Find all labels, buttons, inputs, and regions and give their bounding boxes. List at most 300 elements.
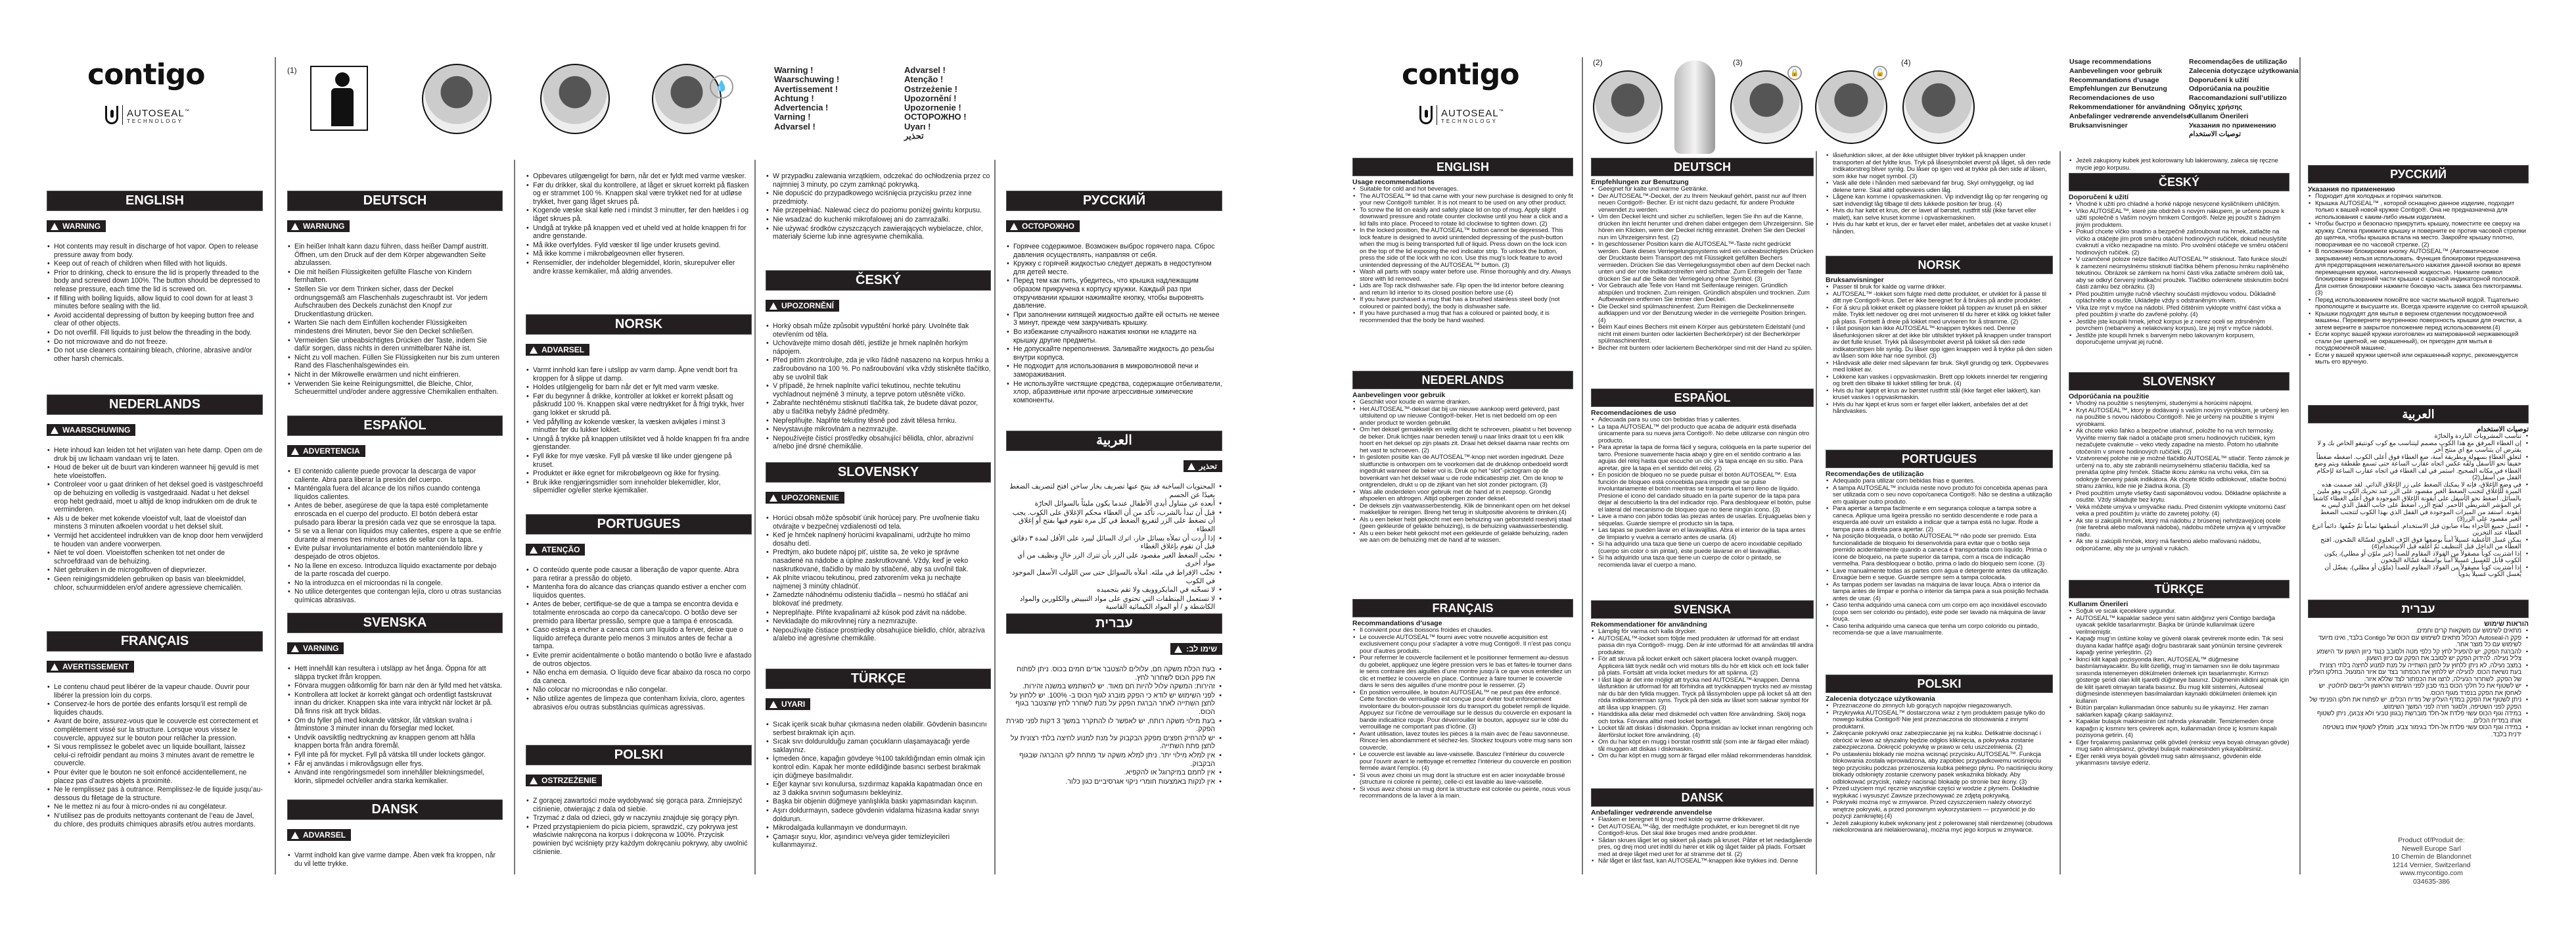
bullet-list xyxy=(766,322,991,451)
bullet-item: • Hvis du har kjøpt et krus av børstet rustfritt stål (ikke farget eller lakkert), kan kruset vaskes i oppvaskmaskin. xyxy=(1826,388,2053,402)
list-item: Newell Europe Sarl xyxy=(2402,844,2461,853)
warning-triangle-icon xyxy=(1187,463,1195,470)
language-section xyxy=(287,416,503,606)
bullet-item: • Det AUTOSEAL™-låg, der medfulgte produktet, er kun beregnet til dit nye Contigo®-krus. Det skal ikke bruges med andre produkter. xyxy=(1591,824,1814,838)
language-section xyxy=(287,191,503,397)
bullet-item: • במידה וגוף הכוס עשוי פלדת אל-חלד מוברשת (בגוון טבעי ולא צבוע), ניתן לשטוף אותו במדיח הכלים. xyxy=(2308,711,2529,725)
warning-label-text: UPOZORNENIE xyxy=(781,493,840,502)
list-item: Zalecenia dotyczące użytkowania xyxy=(2189,66,2299,75)
bullet-item: • Manténgala fuera del alcance de los niños cuando contenga líquidos calientes. xyxy=(287,485,503,501)
usage-subtitle: Bruksanvisninger xyxy=(1826,276,1884,284)
bullet-list xyxy=(47,683,263,828)
bullet-item: • A tampa AUTOSEAL™ incluída neste novo produto foi concebida apenas para ser utilizada com o seu novo copo/caneca Contigo®. Não se destina a utilização em qualquer outro produto. xyxy=(1826,485,2053,506)
bullet-item: • Kapağı mug’ın üstüne kolay ve güvenli olarak çevirerek monte edin. Tık sesi duyana kadar hafifçe aşağı doğru bastırarak saat yönünün tersine çevirerek kapağı yerine yerleştirin. (2) xyxy=(2069,636,2289,657)
list-item: Οδηγίες χρήσης xyxy=(2189,103,2243,111)
bullet-item: • Если корпус вашей кружки изготовлен из матированной нержавеющей стали (не цветной, не окрашенный), он пригоден для мытья в посудомоечной машине. xyxy=(2308,331,2529,352)
trademark: ™ xyxy=(1498,108,1504,114)
contigo-logo-right: contigo xyxy=(1402,58,1519,91)
list-item: Указания по применению xyxy=(2189,121,2276,130)
bullet-item: • Si se va a llenar con líquidos muy calientes, espere a que se enfríe durante al menos tres minutos antes de sellar con la tapa. xyxy=(287,527,503,544)
language-section xyxy=(766,669,991,850)
warning-label xyxy=(47,424,135,436)
bullet-item: • Keep out of reach of children when filled with hot liquids. xyxy=(47,260,263,268)
no-drip-icon: 💧 xyxy=(710,75,733,99)
bullet-item: • Başka bir objenin düğmeye yanlışlıkla baskı yapmasından kaçının. xyxy=(766,798,991,806)
warning-label xyxy=(766,698,810,710)
language-section xyxy=(766,172,991,242)
bullet-item: • Opbevares utilgængeligt for børn, når det er fyldt med varme væsker. xyxy=(526,172,752,181)
language-header: РУССКИЙ xyxy=(2308,165,2529,183)
bullet-item: • Nicht zu voll machen. Füllen Sie Flüssigkeiten nur bis zum unteren Rand des Flaschenhalsgewindes ein. xyxy=(287,354,503,370)
hot-vapor-pictogram xyxy=(310,66,368,131)
bullet-item: • Lämplig för varma och kalla drycker. xyxy=(1591,629,1814,636)
warning-triangle-icon xyxy=(530,777,538,784)
autoseal-text: AUTOSEAL xyxy=(127,107,185,119)
bullet-item: • Avant de boire, assurez-vous que le couvercle est correctement et complètement vissé sur la structure. Lorsque vous vissez le couvercle, appuyez sur le bouton pour relâcher la pression. xyxy=(47,717,263,742)
bullet-item: • Eğer renkli veya boyalı gövdeli mug satın almışsanız, gövdenin elde yıkanmasını tavsiye ederiz. xyxy=(2069,753,2289,767)
bullet-item: • Geen reinigingsmiddelen gebruiken op basis van bleekmiddel, chloor, schuurmiddelen en/of andere agressieve chemicaliën. xyxy=(47,575,263,592)
bullet-item: • Jeżeli zakupiony kubek wykonany jest z polerowanej stali nierdzewnej (obudowa niekolorowana ani nielakierowana), można myć jego korpus w zmywarce. xyxy=(1826,821,2053,834)
bullet-list xyxy=(766,172,991,241)
bullet-item: • Nie używać środków czyszczących zawierających wybielacze, chlor, materiały ścierne lub inne agresywne chemikalia. xyxy=(766,225,991,241)
bullet-item: • Niet gebruiken in de microgolfoven of diepvriezer. xyxy=(47,566,263,575)
language-section xyxy=(2308,600,2529,738)
warning-label-text: WARNUNG xyxy=(303,222,345,231)
warning-triangle-icon xyxy=(51,663,58,671)
bullet-item: • إن الغطاء المرفق مع هذا الكوب مصمم ليتناسب مع كوب كونتيقو الخاص بك و لا يفترض ان يتناسب مع اي منتج آخر xyxy=(2308,441,2529,454)
bullet-item: • Undgå at trykke på knappen ved et uheld ved at holde knappen fri for andre genstande. xyxy=(526,224,752,241)
language-section xyxy=(1591,158,1814,352)
bullet-item: • Beim Kauf eines Bechers mit einem Körper aus gebürstetem Edelstahl (und nicht mit einem bunten oder lackierten Becherkörper) ist der Becherkörper spülmaschinenfest. xyxy=(1591,324,1814,345)
bullet-list xyxy=(526,172,752,275)
bullet-item: • Conservez-le hors de portée des enfants lorsqu’il est rempli de liquides chauds. xyxy=(47,700,263,717)
language-header: ČESKÝ xyxy=(2069,173,2289,191)
list-item: Achtung ! xyxy=(774,93,814,103)
warning-words-list-right xyxy=(904,66,967,141)
bullet-item: • Vhodný na použitie s nesýtenými, studenými a horúcimi nápojmi. xyxy=(2069,400,2289,408)
language-section xyxy=(1006,191,1222,405)
language-section xyxy=(47,191,263,364)
bullet-item: • لا تسخّنه في المايكروويف ولا تقم بتجميده xyxy=(1006,586,1222,594)
bullet-item: • Lave a mano con jabón todas las piezas antes de usarlas. Enjuáguelas bien y séquelas. Guarde siempre el producto sin la tapa. xyxy=(1591,513,1814,527)
column-divider xyxy=(754,160,756,874)
language-section xyxy=(1591,600,1814,760)
bullet-item: • Eğer fırçalanmış paslanmaz çelik gövdeli (renksiz veya boyalı olmayan gövde) mug satın almışsanız, gövdeyi bulaşık makinesinden yıkayabilirsiniz. xyxy=(2069,740,2289,753)
language-section xyxy=(526,172,752,276)
bullet-item: • Evite pulsar involuntariamente el botón manteniéndolo libre y despejado de otros objetos. xyxy=(287,544,503,561)
bullet-list xyxy=(766,514,991,643)
bullet-item: • Får ej användas i mikrovågsugn eller frys. xyxy=(287,760,503,769)
warning-label-text: ADVARSEL xyxy=(303,830,346,840)
list-item: Upozornenie ! xyxy=(904,103,961,113)
bullet-item: • For å skru på lokket enkelt og plassere lokket på toppen av kruset på en sikker måte. Trykk lett nedover og drei mot urviseren til du hører et klikk og lokket faller på plass. Fortsett å dreie på lokket med urviseren for å stramme. (2) xyxy=(1826,305,2053,326)
bullet-item: • Před pitím zkontrolujte, zda je víko řádně nasazeno na korpus hrnku a zašroubováno na 100 %. Po našroubování víka vždy stiskněte tlačítko, aby se uvolnil tlak xyxy=(766,356,991,381)
warning-triangle-icon xyxy=(530,546,538,554)
language-header: ČESKÝ xyxy=(766,270,991,291)
language-header: TÜRKÇE xyxy=(766,669,991,689)
bullet-item: • إذا اشتريت كوباً مصقولاً من الفولاذ المقاوم للصدأ (غير ملوّن أو مطلي)، يكون الكوب قابل للغسيل غسيلاً آمناً بواسطة غسّالة الصّحون xyxy=(2308,551,2529,565)
bullet-item: • В положении блокировки кнопку AUTOSEAL™ (Автоматическое закрывание) нельзя использовать. Функция блокировки предназначена для предотвращения нежелательного нажатия данной кнопки во время перемещения кружки, наполненной жидкостью. Нажмите символ блокировки в верхней части крышки с красной индикаторной полоской. Для снятия блокировки нажмите боковую часть замка без пиктограммы. (3) xyxy=(2308,249,2529,297)
bullet-item: • In gesloten positie kan de AUTOSEAL™-knop niet worden ingedrukt. Deze sluitfunctie is ontworpen om te voorkomen dat de drukknop onbedoeld wordt ingedrukt wanneer de beker vol is. Druk op het “slot”-pictogram op de bovenkant van het deksel waar u de rode indicatiestrip ziet. Om de knop te ontgrendelen, drukt u op de zijkant van het slot zonder pictogram. (3) xyxy=(1352,454,1573,489)
bullet-item: • Nie przepełniać. Nalewać ciecz do poziomu poniżej gwintu korpusu. xyxy=(766,206,991,215)
bullet-item: • Hete inhoud kan leiden tot het vrijlaten van hete damp. Open om de druk bij uw lichaam vandaan vrij te laten. xyxy=(47,446,263,463)
bullet-item: • Víko AUTOSEAL™, které jste obdrželi s novým nákupem, je určeno pouze k užití společně s Vaším novým hrnkem Contigo®. Nelze jej použít s žádným jiným produktem. xyxy=(2069,208,2289,229)
bullet-item: • Las tapas se pueden lavar en el lavavajillas. Abra el interior de la tapa antes de limpiarlo y vuelva a cerrarlo antes de usarla. (4) xyxy=(1591,527,1814,541)
bullet-item: • W przypadku zalewania wrzątkiem, odczekać do ochłodzenia przez co najmniej 3 minuty, po czym zamknąć pokrywką. xyxy=(766,172,991,189)
bullet-item: • Não encha em demasia. O líquido deve ficar abaixo da rosca no corpo da caneca. xyxy=(526,669,752,685)
bullet-item: • Horúci obsah môže spôsobiť únik horúcej pary. Pre uvoľnenie tlaku otvárajte v bezpečnej vzdialenosti od tela. xyxy=(766,514,991,531)
bullet-item: • Kontrollera att locket är korrekt gängat och ordentligt fastskruvat innan du dricker. Knappen ska inte vara intryckt när locket är på. Då finns risk att tryck bildas. xyxy=(287,691,503,716)
bullet-item: • ניתן לשטוף את הפקק במדף העליון של מדיח הכלים. יש לפתוח את חלקו הפנימי של הפקק לפני השטיפה, ולסגור חזרה לפני המשך השימוש. xyxy=(2308,697,2529,711)
bullet-item: • Vermijd het accidenteel indrukken van de knop door hem verwijderd te houden van andere voorwerpen. xyxy=(47,532,263,548)
language-header: NORSK xyxy=(1826,256,2053,274)
warning-label-text: ADVARSEL xyxy=(541,345,585,354)
bullet-item: • Om het deksel gemakkelijk en veilig dicht te schroeven, plaatst u het bovenop de beker. Druk lichtjes naar beneden terwijl u naar links draait tot u een klik hoort en het deksel op zijn plaats zit. Draai het deksel daarna naar rechts om het vast te schroeven. (2) xyxy=(1352,427,1573,454)
bullet-list xyxy=(287,665,503,785)
bullet-item: • Kapaklar bulaşık makinesinin üst rafında yıkanabilir. Temizlemeden önce kapağın iç kısmını ters çevirerek açın, kullanmadan önce iç kısmını kapalı pozisyona getirin. (4) xyxy=(2069,719,2289,740)
list-item: Advertencia ! xyxy=(774,103,829,113)
bullet-item: • Nepoužívejte čisticí prostředky obsahující bělidla, chlor, abrazivní a/nebo jiné drsné chemikálie. xyxy=(766,435,991,451)
bullet-item: • Om du har köpt en mugg i borstat rostfritt stål (som inte är färgad eller målad) tål muggen att diskas i diskmaskin. xyxy=(1591,739,1814,753)
column-divider xyxy=(994,160,996,874)
bullet-item: • Ne le remplissez pas à outrance. Remplissez-le de liquide jusqu’au-dessous du filetage de la structure. xyxy=(47,786,263,802)
language-header: FRANÇAIS xyxy=(47,631,263,652)
warning-label xyxy=(1184,460,1222,472)
autoseal-drop-icon xyxy=(1419,106,1433,124)
language-header: ESPAÑOL xyxy=(1591,389,1814,407)
bullet-item: • Vask alle dele i hånden med sæbevand før brug. Skyl omhyggeligt, og lad delene tørre. Skal altid opbevares uden låg. xyxy=(1826,180,2053,194)
bullet-item: • להברגת הפקק, יש להפעיל לחץ קל כלפי מטה ולסובב כנגד כיוון השעון עד הישמע צליל נעילה. להידוק הפקק יש לסובב את הפקק עם כיוון השעון. xyxy=(2308,649,2529,663)
list-item: Anbefalinger vedrørende anvendelse xyxy=(2069,112,2191,120)
bullet-item: • Przed przystąpieniem do picia piciem, sprawdzić, czy pokrywa jest właściwie nakręcona na korpus i dokręcona w 100%. Przycisk powinien być wciśnięty przy każdym dokręcaniu pokrywy, aby uwolnić ciśnienie. xyxy=(526,823,752,856)
bullet-item: • Sıcak içerik sıcak buhar çıkmasına neden olabilir. Gövdenin basıncını serbest bırakmak için açın. xyxy=(766,721,991,737)
bullet-item: • Antes de beber, asegúrese de que la tapa esté completamente enroscada en el cuerpo del producto. El botón deberá estar pulsado para liberar la presión cada vez que se enrosque la tapa. xyxy=(287,502,503,527)
bullet-item: • Před použitím umyjte ručně všechny součásti mýdlovou vodou. Důkladně opláchněte a osušte. Ukládejte vždy s odstraněným víkem. xyxy=(2069,291,2289,305)
language-section xyxy=(1591,389,1814,569)
bullet-item: • Lave manualmente todas as partes com água e detergente antes da utilização. Enxagúe bem e seque. Guarde sempre sem a tampa colocada. xyxy=(1826,568,2053,582)
bullet-item: • Z gorącej zawartości może wydobywać się gorąca para. Zmniejszyć ciśnienie, otwierając z dala od siebie. xyxy=(526,797,752,813)
bullet-item: • İçmeden önce, kapağın gövdeye %100 takıldığından emin olmak için kontrol edin. Kapak her monte edildiğinde basıncı serbest bırakmak için düğmeye basılmalıdır. xyxy=(766,755,991,780)
bullet-item: • Hett innehåll kan resultera i utsläpp av het ånga. Öppna för att släppa trycket ifrån kroppen. xyxy=(287,665,503,681)
bullet-list xyxy=(1352,399,1573,544)
list-item: www.mycontigo.com xyxy=(2400,869,2463,878)
bullet-list xyxy=(1352,627,1573,800)
bullet-item: • Не подходит для использования в микроволновой печи и замораживания. xyxy=(1006,362,1222,379)
bullet-item: • La tapa AUTOSEAL™ del producto que acaba de adquirir está diseñada únicamente para su nueva jarra Contigo®. No debe utilizarse con ningún otro producto. xyxy=(1591,424,1814,445)
technology-text: TECHNOLOGY xyxy=(1441,118,1498,124)
illustration-lock xyxy=(1730,70,1803,144)
language-section xyxy=(287,613,503,786)
bullet-item: • To screw the lid on easily and safely place lid on top of mug. Apply slight downward pressure and rotate counter clockwise until you hear a click and a lid falls into place. Proceed to rotate lid clockwise to tighten down. (2) xyxy=(1352,207,1573,228)
language-header: עברית xyxy=(2308,600,2529,618)
bullet-item: • Ved påfylling av kokende væsker, la væsken avkjøles i minst 3 minutter før du lukker lokket. xyxy=(526,418,752,435)
bullet-item: • تناسب المشروبات الباردة والحارّة xyxy=(2308,433,2529,441)
bullet-item: • In geschlossener Position kann die AUTOSEAL™-Taste nicht gedrückt werden. Dank dieses Verriegelungssystems wird ein unbeabsichtigtes Drücken der Drucktaste beim Transport des mit Flüssigkeit gefüllten Bechers vermieden. Drücken Sie das Verriegelungssymbol oben auf dem Deckel nach unten und der rote Indikatorstreifen wird sichtbar. Zum Entriegeln der Taste drücken Sie auf die Seite der Verriegelung ohne Symbol. (3) xyxy=(1591,241,1814,283)
list-item: 034635-386 xyxy=(2412,877,2450,886)
warning-label xyxy=(47,220,106,232)
language-section xyxy=(1352,599,1573,800)
bullet-item: • יש להרחיק חפצים מפקק הבקבוק על מנת למנוע לחיצה בלתי רצונית על לחצן פתח השתייה. xyxy=(1006,734,1222,751)
list-item: Empfehlungen zur Benutzung xyxy=(2069,85,2167,93)
bullet-item: • Rensemidler, der indeholder blegemiddel, klorin, skurepulver eller andre krasse kemikalier, må aldrig anvendes. xyxy=(526,259,752,275)
bullet-list xyxy=(47,243,263,363)
bullet-item: • Mikrodalgada kullanmayın ve dondurmayın. xyxy=(766,824,991,832)
list-item: Usage recommendations xyxy=(2069,58,2151,66)
language-section xyxy=(2069,173,2289,346)
language-section xyxy=(766,462,991,644)
unlock-icon: 🔓 xyxy=(1873,66,1887,80)
bullet-item: • Predtým, ako budete nápoj piť, uistite sa, že veko je správne nasadené na nádobe a úplne zaskrutkované. Vždy, keď je veko naskrutkované, tlačidlo by malo by stlačené, aby sa uvoľnil tlak. xyxy=(766,548,991,573)
list-item: Raccomandazioni sull’utilizzo xyxy=(2189,94,2287,103)
bullet-item: • Warten Sie nach dem Einfüllen kochender Flüssigkeiten mindestens drei Minuten, bevor Sie den Deckel schließen. xyxy=(287,319,503,335)
bullet-list xyxy=(47,446,263,592)
bullet-item: • Aşırı doldurmayın, sadece gövdenin vidalama hizasına kadar sıvıyı doldurun. xyxy=(766,807,991,823)
bullet-item: • בעת מילוי משקה רותח, יש לאפשר לו להתקרר במשך 3 דקות לפני סגירת הפקק. xyxy=(1006,717,1222,734)
list-item: تحذير xyxy=(904,131,924,141)
bullet-item: • Må ikke komme i mikrobølgeovnen eller fryseren. xyxy=(526,250,752,258)
warning-label-text: AVERTISSEMENT xyxy=(62,662,129,671)
bullet-item: • Om du har köpt en mugg som är färgad eller målad rekommenderas handdisk. xyxy=(1591,753,1814,760)
trademark: ™ xyxy=(184,108,190,114)
bullet-list xyxy=(287,467,503,605)
language-header: FRANÇAIS xyxy=(1352,599,1573,617)
bullet-item: • Pokud chcete víčko snadno a bezpečně zašroubovat na hrnek, zatlačte na víčko a otáčejte jím proti směru otáčení hodinových ručiček, dokud neuslyšíte cvaknutí a víčko nezapadne na místo. Pro uvolnění otáčejte ve směru otáčení hodinových ručiček. (2) xyxy=(2069,229,2289,256)
language-header: ESPAÑOL xyxy=(287,416,503,436)
bullet-item: • Крышки подходят для мытья в верхнем отделении посудомоечной машины. Переверните внутреннюю поверхность крышки для очистки, а затем верните в закрытое положение перед использованием.(4) xyxy=(2308,311,2529,332)
language-header: ENGLISH xyxy=(47,191,263,211)
bullet-item: • Um den Deckel leicht und sicher zu schließen, legen Sie ihn auf die Kanne, drücken ihn leicht herunter und drehen dabei entgegen dem Uhrzeigersinn. Sie hören ein Klicken, wenn der Deckel richtig einrastet. Drehen Sie den Deckel nun im Uhrzeigersinn fest. (2) xyxy=(1591,214,1814,241)
bullet-item: • Hvis du har kjøpt et krus som er farget eller lakkert, anbefales det at det håndvaskes. xyxy=(1826,402,2053,416)
bullet-item: • Na posição bloqueada, o botão AUTOSEAL™ não pode ser premido. Esta funcionalidade de bloqueio foi desenvolvida para evitar que o botão seja premido acidentalmente quando a caneca é transportada com líquido. Prima o ícone de bloqueio, na parte superior da tampa, com a risca de indicação vermelha. Para desbloquear o botão, prima o lado do bloqueio sem ícone. (3) xyxy=(1826,533,2053,568)
warning-triangle-icon xyxy=(51,223,58,230)
list-item: Atenção ! xyxy=(904,74,944,85)
bullet-list xyxy=(1826,153,2053,235)
list-item: Advarsel ! xyxy=(904,65,946,75)
list-item: Recomendaciones de uso xyxy=(2069,94,2155,103)
bullet-item: • Во избежание случайного нажатия кнопки не кладите на крышку другие предметы. xyxy=(1006,328,1222,345)
language-section xyxy=(287,799,503,869)
bullet-item: • Was alle onderdelen voor gebruik met de hand af in zeepsop. Grondig afspoelen en afdrogen. Altijd opbergen zonder deksel. xyxy=(1352,489,1573,503)
bullet-list xyxy=(287,851,503,868)
bullet-item: • Om du fyller på med kokande vätskor, låt vätskan svalna i åtminstone 3 minuter innan du förseglar med locket. xyxy=(287,717,503,733)
bullet-item: • The AUTOSEAL™ lid that came with your new purchase is designed to only fit your new Contigo® tumbler. It is not meant to be used on any other product. xyxy=(1352,193,1573,207)
list-item: Ostrzeżenie ! xyxy=(904,83,957,94)
list-item: Aanbevelingen voor gebruik xyxy=(2069,66,2163,75)
warning-label-text: UPOZORNĚNÍ xyxy=(781,301,835,310)
language-header: DEUTSCH xyxy=(1591,158,1814,176)
bullet-item: • İkinci kilit kapalı pozisyonda iken, AUTOSEAL™ düğmesine bastırılamayacaktır. Bu kilit özelliği, mug’ın tamamen sıvı ile dolu taşınması sırasında istenemeyen dökülmeleri önlemek için tasarlanmıştır. Kırmızı gösterge şeridi olan kilit işaretli düğmeye basınız. Düğmenin kilidini açmak için de kilit işareti olmayan tarafa basınız. Bu mug kilit sistemini, Autoseal düğmesinde istenmeyen basılmalardan kaynaklı dökülmeleri önlemek için kullanın xyxy=(2069,657,2289,705)
language-section xyxy=(2069,580,2289,767)
bullet-item: • Eğer kaynar sıvı konulursa, sızdırmaz kapakla kapatmadan önce en az 3 dakika sıvının soğumasını bekleyiniz. xyxy=(766,780,991,797)
bullet-item: • AUTOSEAL™ -lokket som fulgte med dette produktet, er utviklet for å passe til ditt nye Contigo®-krus. Det er ikke beregnet for å brukes på andre produkter. xyxy=(1826,291,2053,305)
bullet-item: • Produktet er ikke egnet for mikrobølgeovn og ikke for frysing. xyxy=(526,469,752,478)
illustration-mug-rotate xyxy=(1674,60,1715,154)
warning-label xyxy=(1170,643,1222,655)
bullet-list xyxy=(1006,243,1222,404)
warning-label-text: OSTRZEŻENIE xyxy=(541,776,597,785)
language-header: DANSK xyxy=(1591,788,1814,807)
bullet-item: • Para apretar la tapa de forma fácil y segura, colóquela en la parte superior del tarro. Presione suavemente hacia abajo y gire en el sentido contrario a las agujas del reloj hasta que escuche un clic y la tapa encaje en su sitio. Para apretar, gire la tapa en el sentido del reloj. (2) xyxy=(1591,444,1814,472)
bullet-item: • Fyll ikke for mye væske. Fyll på væske til like under gjengene på kruset. xyxy=(526,452,752,469)
bullet-item: • Verwenden Sie keine Reinigungsmittel, die Bleiche, Chlor, Scheuermittel und/oder andere aggressive Chemikalien enthalten. xyxy=(287,380,503,396)
list-item: Recommandations d’usage xyxy=(2069,76,2159,84)
bullet-item: • في وضع الإغلاق، فإنه لا يمكنك الضغط على زر الإغلاق الذاتي. لقد صممت هذه الميزة للإغلاق لتجنب الضغط الغير مقصود على الزر عند تحريك الكوب وهو مليئ بالسائل. اضغط نحو الأسفل على أيقونة الإغلاق الموجودة فوق أعلى الغطاء كاشفاً عن المؤشر الشريطي الأحمر. لفتح الزر، اضغط على جانب القفل الذي ليس به أيقونة. استفد من الميزات الموجودة في القفل الذي بهذا الكوب لتتجنب الضغط الغير مقصود على الزر(3) xyxy=(2308,482,2529,523)
bullet-item: • Не допускайте переполнения. Заливайте жидкость до резьбы внутри корпуса. xyxy=(1006,345,1222,362)
bullet-list xyxy=(1006,483,1222,611)
list-item: Uyarı ! xyxy=(904,121,931,131)
bullet-item: • Si vous remplissez le gobelet avec un liquide bouillant, laissez celui-ci refroidir pendant au moins 3 minutes avant de remettre le couvercle. xyxy=(47,743,263,768)
autoseal-drop-icon xyxy=(105,106,118,124)
warning-label-text: تحذير xyxy=(1199,462,1217,471)
bullet-item: • Pred použitím umyte všetky časti saponátovou vodou. Dôkladne opláchnite a osušte. Vždy skladujte bez krytu. xyxy=(2069,490,2289,504)
bullet-item: • Перед тем как пить, убедитесь, что крышка надлежащим образом прикручена к корпусу кружки. Каждый раз при откручивании крышки нажимайте кнопку, чтобы выровнять давление. xyxy=(1006,277,1222,310)
list-item: ОСТОРОЖНО ! xyxy=(904,112,967,122)
usage-subtitle: Kullanım Önerileri xyxy=(2069,600,2128,608)
bullet-item: • Becher mit buntem oder lackiertem Becherkörper sind mit der Hand zu spülen. xyxy=(1591,345,1814,352)
figure-label-4: (4) xyxy=(1901,58,1911,67)
language-header: NEDERLANDS xyxy=(47,394,263,415)
contigo-logo: contigo xyxy=(87,58,205,91)
bullet-item: • Ak chcete veko ľahko a bezpečne utiahnuť, položte ho na vrch termosky. Vyviňte mierny tlak nadol a otáčajte proti smeru hodinových ručičiek, kým nezačujete cvaknutie – veko vtedy zapadne na miesto. Potom ho utiahnite otočením v smere hodinových ručičiek. (2) xyxy=(2069,428,2289,456)
bullet-item: • Suitable for cold and hot beverages. xyxy=(1352,186,1573,193)
bullet-item: • Handdiska alla delar med diskmedel och vatten före användning. Skölj noga och torka. Förvara alltid med locket borttaget. xyxy=(1591,711,1814,725)
bullet-item: • פקק ה-Autoseal הכלול מתאים לשימוש עם הכוס של Contigo בלבד, ואינו מיועד לשימוש עם כל מוצר אחר. xyxy=(2308,635,2529,649)
list-item: 10 Chemin de Blandonnet xyxy=(2391,853,2472,861)
bullet-item: • לפני השימוש יש לודא כי הפקק מוברג לגוף הכוס ב- 100%. יש ללחוץ על לחצן השתייה לאחר הברגת הפקק על מנת לשחרר לחץ שהצטבר בגוף הכוס. xyxy=(1006,692,1222,717)
language-header: DEUTSCH xyxy=(287,191,503,211)
bullet-item: • Hvis du har købt et krus, der er farvet eller malet, anbefales det at vaske kruset i hånden. xyxy=(1826,222,2053,235)
warning-words-list-left xyxy=(774,66,839,131)
lock-icon: 🔒 xyxy=(1787,66,1802,80)
warning-triangle-icon xyxy=(291,645,299,652)
figure-label-2: (2) xyxy=(1593,58,1603,67)
bullet-item: • Lågene kan komme i opvaskemaskinen. Vip indvendigt låg op før rengøring og sæt indvendigt låg tilbage til dets lukkede position før brug. (4) xyxy=(1826,194,2053,208)
language-header: DANSK xyxy=(287,799,503,820)
bullet-item: • Кружку с горячей жидкостью следует держать в недоступном для детей месте. xyxy=(1006,260,1222,276)
bullet-item: • Si vous avez choisi un mug dont la structure est en acier inoxydable brossé (structure ni colorée ni peinte), celle-ci est lavable au lave-vaisselle. xyxy=(1352,773,1573,786)
bullet-item: • זהירות: המשקה עלול להיות חם מאוד. יש להשתמש במשנה זהירות. xyxy=(1006,682,1222,691)
bullet-item: • Caso tenha adquirido uma caneca com um corpo em aço inoxidável escovado (copo sem ser colorido ou pintado), este pode ser lavado na máquina de lavar louça. xyxy=(1826,602,2053,623)
bullet-item: • O conteúdo quente pode causar a liberação de vapor quente. Abra para retirar a pressão do objeto. xyxy=(526,566,752,583)
list-item: 1214 Vernier, Switzerland xyxy=(2392,861,2471,869)
illustration-lid-interior xyxy=(1902,70,1975,144)
illustration-drinking xyxy=(540,64,610,134)
bullet-item: • I låst posisjon kan ikke AUTOSEAL™-knappen trykkes ned. Denne låsefunksjonen sikrer at det ikke blir utilsiktet trykket på knappen under transport av det fulle kruset. Trykk på låsesymbolet øverst på lokket så den røde indikatorstripen blir synlig. Du låser opp igjen knappen ved å trykke på den siden av låsen som ikke har noe symbol. (3) xyxy=(1826,325,2053,360)
warning-label-text: ADVERTENCIA xyxy=(303,446,360,456)
illustration-press-button xyxy=(422,64,492,134)
bullet-item: • Горячее содержимое. Возможен выброс горячего пара. Сброс давления осуществлять, направляя от себя. xyxy=(1006,243,1222,259)
bullet-item: • Avoid accidental depressing of button by keeping button free and clear of other objects. xyxy=(47,312,263,328)
list-item: Recomendações de utilização xyxy=(2189,58,2288,66)
bullet-item: • Víka lze mýt v myčce na nádobí. Před čištěním vyklopte vnitřní část víčka a před použitím ji vraťte do zavřené polohy. (4) xyxy=(2069,305,2289,319)
language-header: עברית xyxy=(1006,613,1222,634)
bullet-list xyxy=(766,721,991,849)
bullet-list xyxy=(1591,417,1814,569)
bullet-item: • Il convient pour des boissons froides et chaudes. xyxy=(1352,627,1573,634)
list-item: Advarsel ! xyxy=(774,121,816,131)
bullet-item: • De deksels zijn vaatwasserbestendig. Klik de binnenkant open om het deksel makkelijker te reinigen. Breng het terug in sluitpositie alvorens te drinken.(4) xyxy=(1352,503,1573,517)
bullet-item: • Si ha adquirido una taza que tiene un cuerpo de acero inoxidable cepillado (cuerpo sin color o sin pintar), este puede lavarse en el lavavajillas. xyxy=(1591,541,1814,555)
warning-triangle-icon xyxy=(770,494,777,502)
bullet-item: • Ein heißer Inhalt kann dazu führen, dass heißer Dampf austritt. Öffnen, um den Druck auf der dem Körper abgewandten Seite abzulassen. xyxy=(287,243,503,268)
bullet-item: • אין לנקות באמצעות חומרי ניקוי אגרסיביים כגון כלור. xyxy=(1006,778,1222,786)
warning-label-text: ATENÇÃO xyxy=(541,545,580,554)
bullet-item: • Lids are Top rack dishwasher safe. Flip open the lid interior before cleaning and return lid interior to its closed position before use (4) xyxy=(1352,283,1573,297)
bullet-item: • För att skruva på locket enkelt och säkert placera locket ovanpå muggen. Applicera lätt tryck nedåt och vrid moturs tills du hör ett klick och ett lock faller på plats. Fortsätt att vrida locket medurs för att spänna. (2) xyxy=(1591,656,1814,677)
list-item: Waarschuwing ! xyxy=(774,74,840,85)
bullet-item: • Le contenu chaud peut libérer de la vapeur chaude. Ouvrir pour libérer la pression loin du corps. xyxy=(47,683,263,700)
bullet-item: • Håndvask alle deler med såpevann før bruk. Skyll grundig og tørk. Oppbevares med lokket av. xyxy=(1826,360,2053,374)
bullet-item: • Niet te vol doen. Vloeistoffen schenken tot net onder de schroefdraad van de behuizing. xyxy=(47,549,263,565)
bullet-item: • V uzamčené poloze nelze tlačítko AUTOSEAL™ stisknout. Tato funkce slouží k zamezení neúmyslnému stisknutí tlačítka během přenosu hrnku naplněného tekutinou. Obrázek se zámkem na horní části víka zatlačte směrem dolů tak, aby se odkryl červený indikační proužek. Tlačítko odemknete stisknutím boční části zámku bez obrázku. (3) xyxy=(2069,256,2289,291)
bullet-item: • N’utilisez pas de produits nettoyants contenant de l’eau de Javel, du chlore, des produits chimiques abrasifs et/ou autres mordants. xyxy=(47,812,263,828)
warning-label xyxy=(287,220,350,232)
bullet-item: • Undvik oavsiktlig nedtryckning av knappen genom att hålla knappen borta från andra föremål. xyxy=(287,734,503,750)
usage-subtitle: Recommandations d’usage xyxy=(1352,619,1442,627)
bullet-item: • Sıcak sıvı doldurulduğu zaman çocukların ulaşamayacağı yerde saklayınız. xyxy=(766,738,991,754)
bullet-item: • Чтобы быстро и безопасно прикрутить крышку, поместите ее сверху на кружку. Слегка прижмите крышку и поверните ее против часовой стрелки до щелчка, чтобы крышка встала на место. Закройте крышку плотно, поворачивая ее по часовой стрелке. (2) xyxy=(2308,221,2529,249)
bullet-item: • If you have purchased a mug that has a brushed stainless steel body (not coloured or painted body), the body is dishwasher safe. xyxy=(1352,297,1573,310)
bullet-item: • Die Deckel sind spülmaschinenfest. Zum Reinigen die Deckelinnenseite aufklappen und vor der Benutzung wieder in die verriegelte Position bringen. (4) xyxy=(1591,304,1814,325)
bullet-item: • يمكن غسل الأغطية غسيلاً آمناً بوضعها فوق الرّف العلوي لغسّالة الصّحون. افتح الغطاء من الداخل قبل التنظيف ثمّ أغلقه قبل الاستخدام(4) xyxy=(2308,537,2529,551)
language-header: NORSK xyxy=(526,314,752,335)
warning-triangle-icon xyxy=(770,701,777,708)
bullet-item: • Nepřeplňujte. Naplňte tekutiny těsně pod závit tělesa hrnku. xyxy=(766,417,991,425)
bullet-item: • Bütün parçaları kullanmadan önce sabunlu su ile yıkayınız. Her zaman saklarken kapağı çıkarıp saklayınız. xyxy=(2069,705,2289,719)
bullet-item: • במידה וגוף הכוס עשוי פלדת אל-חלד בגימור צבע, מומלץ לשטוף אותו בשטיפה ידנית בלבד. xyxy=(2308,725,2529,738)
bullet-item: • Pour éviter que le bouton ne soit enfoncé accidentellement, ne placez pas d’autres objets à proximité. xyxy=(47,769,263,785)
bullet-item: • Vor Gebrauch alle Teile von Hand mit Seifenlauge reinigen. Gründlich abspülen und trocknen. Zum reinigen. Gründlich abspülen und trocknen. Zum Aufbewahren entfernen Sie immer den Deckel. xyxy=(1591,283,1814,304)
bullet-item: • المحتويات الساخنة قد ينتج عنها تصريف بخار ساخن افتح لتصريف الضغط بعيدًا عن الجسم xyxy=(1006,483,1222,499)
warning-label-text: ОСТОРОЖНО xyxy=(1022,222,1074,231)
bullet-item: • Do not microwave and do not freeze. xyxy=(47,338,263,346)
warning-label-text: שימו לב: xyxy=(1185,644,1217,654)
bullet-item: • Uchovávejte mimo dosah dětí, jestliže je hrnek naplněn horkým nápojem. xyxy=(766,339,991,356)
illustration-no-leak xyxy=(652,64,722,134)
bullet-item: • Nepreplňajte. Plňte kvapalinami až kúsok pod závit na nádobe. xyxy=(766,609,991,617)
language-header: SLOVENSKY xyxy=(766,462,991,483)
bullet-item: • Geschikt voor koude en warme dranken. xyxy=(1352,399,1573,406)
bullet-item: • Le couvercle AUTOSEAL™ fourni avec votre nouvelle acquisition est exclusivement conçu pour s’adapter à votre mug Contigo®. Il n’est pas conçu pour d’autres produits. xyxy=(1352,634,1573,655)
language-section xyxy=(1826,450,2053,637)
list-item: Doporučení k užití xyxy=(2189,76,2249,84)
warning-label xyxy=(287,829,351,841)
technology-text: TECHNOLOGY xyxy=(127,118,184,124)
bullet-item: • Para apertar a tampa facilmente e em segurança coloque a tampa sobre a caneca. Aplique uma ligeira pressão no sentido descendente e rode para a esquerda até ouvir um estalido a indicar que a tampa está no lugar. Rode a tampa para a direita para apertar. (2) xyxy=(1826,506,2053,533)
language-section xyxy=(1352,371,1573,544)
bullet-item: • Der AUTOSEAL™-Deckel, der zu Ihrem Neukauf gehört, passt nur auf Ihren neuen Contigo®- Becher. Er ist nicht dazu gedacht, für andere Produkte verwendet zu werden. xyxy=(1591,193,1814,214)
column-divider xyxy=(275,57,276,874)
bullet-item: • AUTOSEAL™ kapaklar sadece yeni satın aldığınız yeni Contigo bardağa uyacak şekilde tasarlanmıştır. Başka bir üründe kullanılmak üzere verilmemiştir. xyxy=(2069,615,2289,636)
bullet-item: • Hot contents may result in discharge of hot vapor. Open to release pressure away from body. xyxy=(47,243,263,259)
bullet-item: • Avant utilisation, lavez toutes les pièces à la main avec de l’eau savonneuse. Rincez-les abondamment et séchez-les. Stockez toujours votre mug sans son couvercle. xyxy=(1352,731,1573,752)
bullet-item: • El contenido caliente puede provocar la descarga de vapor caliente. Abra para liberar la presión del cuerpo. xyxy=(287,467,503,484)
list-item: Rekommendationer för användning xyxy=(2069,103,2186,111)
bullet-item: • При заполнении кипящей жидкостью дайте ей остыть не менее 3 минут, прежде чем закручивать крышку. xyxy=(1006,311,1222,327)
bullet-item: • Før du drikker, skal du kontrollere, at låget er skruet korrekt på flasken og er strammet 100 %. Knappen skal være trykket ned for at udløse trykket, hver gang låget skrues på. xyxy=(526,181,752,206)
bullet-item: • Caso tenha adquirido uma caneca que tenha um corpo colorido ou pintado, recomenda-se que a lave manualmente. xyxy=(1826,623,2053,637)
usage-subtitle: Usage recommendations xyxy=(1352,178,1435,186)
bullet-item: • Holdes utilgjengelig for barn når det er fylt med varm væske. xyxy=(526,383,752,392)
bullet-item: • Når låget er låst fast, kan AUTOSEAL™-knappen ikke trykkes ind. Denne xyxy=(1591,858,1814,865)
figure-label-1: (1) xyxy=(287,66,297,75)
figure-label-3: (3) xyxy=(1733,58,1743,67)
bullet-item: • AUTOSEAL™-locket som följde med produkten är utformad för att endast passa din nya Contigo®- mugg. Den är inte utformad för att användas till andra produkter. xyxy=(1591,636,1814,657)
bullet-item: • Unngå å trykke på knappen utilsiktet ved å holde knappen fri fra andre gjenstander. xyxy=(526,435,752,452)
bullet-item: • Sådan skrues låget let og sikkert på plads på kruset. Påfør et let nedadgående pres, og drej mod uret indtil du hører et klik og låget falder på plads. Fortsæt med at dreje låget med uret for at stramme det til. (2) xyxy=(1591,838,1814,859)
bullet-list xyxy=(1591,186,1814,352)
bullet-item: • No utilice detergentes que contengan lejía, cloro u otras sustancias químicas abrasivas. xyxy=(287,588,503,604)
